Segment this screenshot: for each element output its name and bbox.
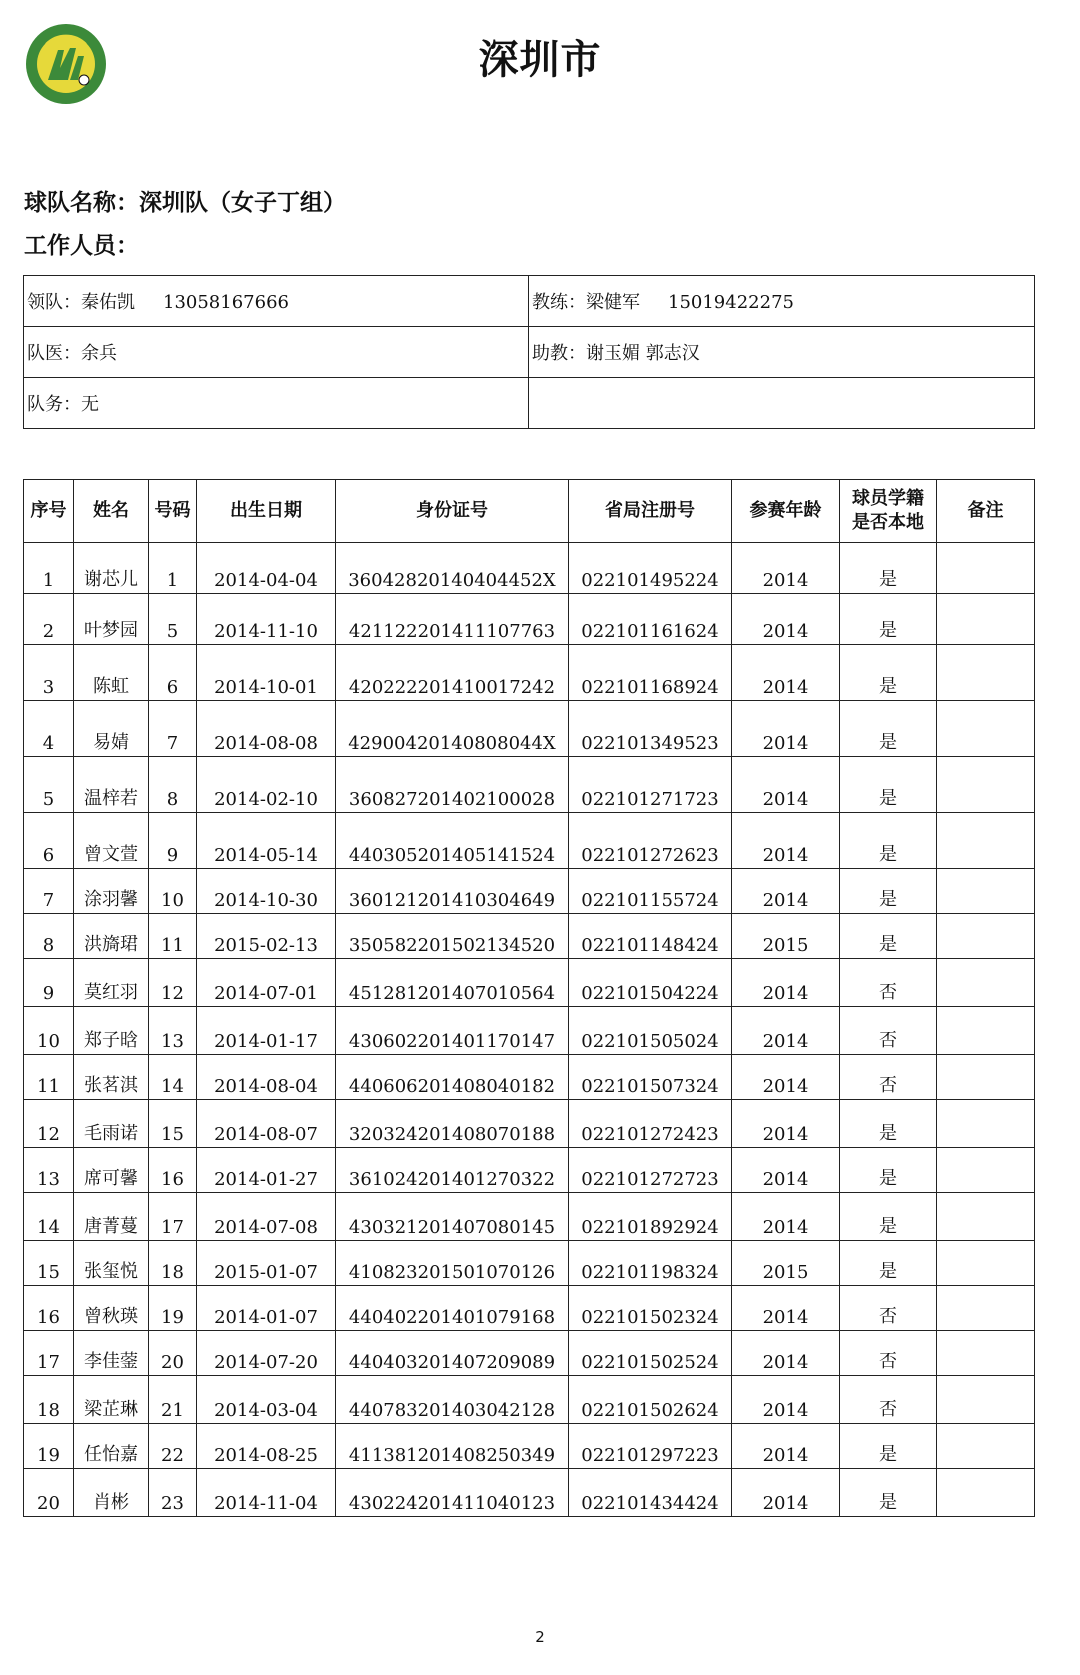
header-number: 号码 (149, 480, 197, 543)
cell-local: 否 (840, 1007, 937, 1055)
assistant-label: 助教： (532, 343, 586, 364)
cell-age: 2014 (732, 1055, 840, 1100)
cell-reg: 022101198324 (569, 1241, 732, 1286)
staff-heading: 工作人员： (24, 233, 139, 259)
cell-id: 440783201403042128 (336, 1376, 569, 1424)
cell-age: 2014 (732, 1100, 840, 1148)
cell-number: 9 (149, 813, 197, 869)
coach-name: 梁健军 (586, 292, 640, 313)
cell-local: 是 (840, 594, 937, 645)
staff-table (23, 275, 1035, 429)
table-row (24, 1100, 1035, 1148)
cell-number: 23 (149, 1469, 197, 1517)
cell-local: 是 (840, 1193, 937, 1241)
header-seq: 序号 (24, 480, 74, 543)
manager-label: 队务： (27, 394, 81, 415)
cell-id: 430224201411040123 (336, 1469, 569, 1517)
cell-birth: 2014-05-14 (197, 813, 336, 869)
cell-age: 2014 (732, 1193, 840, 1241)
cell-number: 8 (149, 757, 197, 813)
table-row (24, 1286, 1035, 1331)
table-row (24, 1424, 1035, 1469)
cell-local: 是 (840, 1469, 937, 1517)
doctor-label: 队医： (27, 343, 81, 364)
cell-age: 2014 (732, 1148, 840, 1193)
cell-note (937, 959, 1035, 1007)
cell-number: 16 (149, 1148, 197, 1193)
cell-birth: 2014-02-10 (197, 757, 336, 813)
table-row (24, 594, 1035, 645)
cell-reg: 022101168924 (569, 645, 732, 701)
cell-birth: 2014-03-04 (197, 1376, 336, 1424)
cell-birth: 2015-01-07 (197, 1241, 336, 1286)
cell-birth: 2014-01-27 (197, 1148, 336, 1193)
cell-age: 2014 (732, 543, 840, 594)
table-row (24, 1148, 1035, 1193)
cell-age: 2015 (732, 914, 840, 959)
cell-age: 2014 (732, 1331, 840, 1376)
table-row (24, 1241, 1035, 1286)
cell-seq: 14 (24, 1193, 74, 1241)
cell-seq: 8 (24, 914, 74, 959)
cell-id: 430602201401170147 (336, 1007, 569, 1055)
cell-number: 20 (149, 1331, 197, 1376)
leader-label: 领队： (27, 292, 81, 313)
cell-note (937, 1055, 1035, 1100)
header-local (840, 480, 937, 543)
cell-birth: 2014-11-04 (197, 1469, 336, 1517)
cell-note (937, 1241, 1035, 1286)
cell-reg: 022101504224 (569, 959, 732, 1007)
cell-birth: 2014-04-04 (197, 543, 336, 594)
cell-local: 是 (840, 701, 937, 757)
header-note: 备注 (937, 480, 1035, 543)
table-row (24, 1193, 1035, 1241)
cell-id: 440402201401079168 (336, 1286, 569, 1331)
cell-local: 是 (840, 914, 937, 959)
cell-seq: 3 (24, 645, 74, 701)
cell-birth: 2014-07-08 (197, 1193, 336, 1241)
cell-reg: 022101502624 (569, 1376, 732, 1424)
cell-number: 6 (149, 645, 197, 701)
cell-age: 2014 (732, 757, 840, 813)
cell-reg: 022101297223 (569, 1424, 732, 1469)
cell-age: 2014 (732, 869, 840, 914)
cell-name: 曾秋瑛 (74, 1286, 149, 1331)
cell-note (937, 1376, 1035, 1424)
cell-name: 叶梦园 (74, 594, 149, 645)
cell-birth: 2014-10-30 (197, 869, 336, 914)
table-row (24, 813, 1035, 869)
cell-number: 19 (149, 1286, 197, 1331)
cell-name: 张茗淇 (74, 1055, 149, 1100)
table-row (24, 1469, 1035, 1517)
cell-age: 2015 (732, 1241, 840, 1286)
cell-number: 21 (149, 1376, 197, 1424)
table-row (24, 543, 1035, 594)
cell-note (937, 1424, 1035, 1469)
cell-note (937, 813, 1035, 869)
cell-id: 440606201408040182 (336, 1055, 569, 1100)
cell-birth: 2014-01-17 (197, 1007, 336, 1055)
cell-local: 是 (840, 757, 937, 813)
cell-name: 温梓若 (74, 757, 149, 813)
cell-id: 350582201502134520 (336, 914, 569, 959)
cell-id: 411381201408250349 (336, 1424, 569, 1469)
table-row (24, 1055, 1035, 1100)
manager-name: 无 (81, 394, 99, 415)
cell-reg: 022101892924 (569, 1193, 732, 1241)
cell-age: 2014 (732, 1286, 840, 1331)
cell-note (937, 1331, 1035, 1376)
table-row (24, 959, 1035, 1007)
cell-reg: 022101272423 (569, 1100, 732, 1148)
cell-local: 是 (840, 1241, 937, 1286)
cell-reg: 022101502324 (569, 1286, 732, 1331)
cell-name: 洪旖珺 (74, 914, 149, 959)
cell-number: 11 (149, 914, 197, 959)
cell-reg: 022101434424 (569, 1469, 732, 1517)
cell-name: 陈虹 (74, 645, 149, 701)
table-row (24, 914, 1035, 959)
cell-id: 361024201401270322 (336, 1148, 569, 1193)
cell-age: 2014 (732, 594, 840, 645)
cell-birth: 2014-08-25 (197, 1424, 336, 1469)
cell-local: 否 (840, 1376, 937, 1424)
cell-local: 是 (840, 813, 937, 869)
cell-seq: 18 (24, 1376, 74, 1424)
cell-local: 否 (840, 959, 937, 1007)
table-row (24, 645, 1035, 701)
doctor-cell (24, 327, 529, 378)
header-birth: 出生日期 (197, 480, 336, 543)
table-row (24, 1331, 1035, 1376)
cell-seq: 16 (24, 1286, 74, 1331)
cell-number: 13 (149, 1007, 197, 1055)
table-row (24, 757, 1035, 813)
empty-cell (529, 378, 1035, 429)
cell-seq: 20 (24, 1469, 74, 1517)
cell-reg: 022101272623 (569, 813, 732, 869)
cell-local: 否 (840, 1331, 937, 1376)
cell-note (937, 701, 1035, 757)
team-name-label: 球队名称： (24, 190, 139, 216)
page-number: 2 (535, 1628, 545, 1646)
cell-name: 谢芯儿 (74, 543, 149, 594)
cell-reg: 022101161624 (569, 594, 732, 645)
cell-name: 唐菁蔓 (74, 1193, 149, 1241)
cell-seq: 13 (24, 1148, 74, 1193)
cell-seq: 11 (24, 1055, 74, 1100)
cell-id: 410823201501070126 (336, 1241, 569, 1286)
cell-local: 是 (840, 1100, 937, 1148)
cell-seq: 5 (24, 757, 74, 813)
staff-row (24, 327, 1035, 378)
cell-seq: 19 (24, 1424, 74, 1469)
cell-name: 梁芷琳 (74, 1376, 149, 1424)
cell-id: 360121201410304649 (336, 869, 569, 914)
cell-name: 郑子晗 (74, 1007, 149, 1055)
cell-birth: 2014-07-20 (197, 1331, 336, 1376)
cell-birth: 2014-08-07 (197, 1100, 336, 1148)
staff-row (24, 378, 1035, 429)
cell-id: 360827201402100028 (336, 757, 569, 813)
cell-seq: 6 (24, 813, 74, 869)
cell-name: 任怡嘉 (74, 1424, 149, 1469)
cell-age: 2014 (732, 1007, 840, 1055)
cell-id: 430321201407080145 (336, 1193, 569, 1241)
cell-reg: 022101272723 (569, 1148, 732, 1193)
cell-name: 张玺悦 (74, 1241, 149, 1286)
cell-number: 1 (149, 543, 197, 594)
header-id: 身份证号 (336, 480, 569, 543)
cell-local: 否 (840, 1286, 937, 1331)
cell-name: 涂羽馨 (74, 869, 149, 914)
cell-birth: 2014-10-01 (197, 645, 336, 701)
cell-number: 12 (149, 959, 197, 1007)
cell-reg: 022101155724 (569, 869, 732, 914)
cell-seq: 1 (24, 543, 74, 594)
cell-seq: 10 (24, 1007, 74, 1055)
cell-age: 2014 (732, 701, 840, 757)
cell-note (937, 1469, 1035, 1517)
cell-number: 18 (149, 1241, 197, 1286)
cell-note (937, 1193, 1035, 1241)
cell-birth: 2014-01-07 (197, 1286, 336, 1331)
cell-note (937, 1286, 1035, 1331)
cell-number: 15 (149, 1100, 197, 1148)
cell-id: 440403201407209089 (336, 1331, 569, 1376)
cell-age: 2014 (732, 645, 840, 701)
coach-phone: 15019422275 (668, 292, 794, 313)
cell-reg: 022101495224 (569, 543, 732, 594)
cell-id: 421122201411107763 (336, 594, 569, 645)
cell-local: 是 (840, 1148, 937, 1193)
cell-birth: 2015-02-13 (197, 914, 336, 959)
cell-local: 是 (840, 543, 937, 594)
cell-number: 7 (149, 701, 197, 757)
cell-age: 2014 (732, 1469, 840, 1517)
cell-seq: 15 (24, 1241, 74, 1286)
manager-cell (24, 378, 529, 429)
leader-name: 秦佑凯 (81, 292, 135, 313)
cell-birth: 2014-08-04 (197, 1055, 336, 1100)
cell-name: 肖彬 (74, 1469, 149, 1517)
leader-cell (24, 276, 529, 327)
roster-body (24, 543, 1035, 1517)
cell-reg: 022101507324 (569, 1055, 732, 1100)
assistant-cell (529, 327, 1035, 378)
cell-birth: 2014-07-01 (197, 959, 336, 1007)
cell-note (937, 645, 1035, 701)
table-row (24, 1007, 1035, 1055)
cell-reg: 022101148424 (569, 914, 732, 959)
roster-header-row (24, 480, 1035, 543)
staff-row (24, 276, 1035, 327)
cell-id: 42900420140808044X (336, 701, 569, 757)
cell-number: 22 (149, 1424, 197, 1469)
cell-age: 2014 (732, 959, 840, 1007)
cell-number: 5 (149, 594, 197, 645)
table-row (24, 701, 1035, 757)
header-name: 姓名 (74, 480, 149, 543)
header-reg: 省局注册号 (569, 480, 732, 543)
cell-note (937, 869, 1035, 914)
cell-name: 易婧 (74, 701, 149, 757)
cell-number: 17 (149, 1193, 197, 1241)
cell-id: 36042820140404452X (336, 543, 569, 594)
header-local-line2: 是否本地 (852, 512, 924, 533)
cell-local: 否 (840, 1055, 937, 1100)
cell-name: 李佳蓥 (74, 1331, 149, 1376)
cell-birth: 2014-11-10 (197, 594, 336, 645)
cell-seq: 7 (24, 869, 74, 914)
cell-id: 320324201408070188 (336, 1100, 569, 1148)
cell-number: 10 (149, 869, 197, 914)
cell-id: 420222201410017242 (336, 645, 569, 701)
cell-note (937, 1148, 1035, 1193)
header-age: 参赛年龄 (732, 480, 840, 543)
cell-note (937, 594, 1035, 645)
table-row (24, 1376, 1035, 1424)
assistant-names: 谢玉媚 郭志汉 (586, 343, 700, 364)
cell-local: 是 (840, 869, 937, 914)
header-local-line1: 球员学籍 (852, 488, 924, 509)
cell-name: 席可馨 (74, 1148, 149, 1193)
team-name-line (24, 184, 346, 217)
cell-note (937, 914, 1035, 959)
leader-phone: 13058167666 (163, 292, 289, 313)
cell-seq: 2 (24, 594, 74, 645)
cell-age: 2014 (732, 1424, 840, 1469)
cell-name: 毛雨诺 (74, 1100, 149, 1148)
cell-note (937, 757, 1035, 813)
cell-id: 440305201405141524 (336, 813, 569, 869)
cell-id: 451281201407010564 (336, 959, 569, 1007)
cell-name: 莫红羽 (74, 959, 149, 1007)
cell-reg: 022101271723 (569, 757, 732, 813)
cell-local: 是 (840, 1424, 937, 1469)
coach-label: 教练： (532, 292, 586, 313)
cell-note (937, 543, 1035, 594)
cell-number: 14 (149, 1055, 197, 1100)
cell-seq: 4 (24, 701, 74, 757)
cell-reg: 022101505024 (569, 1007, 732, 1055)
cell-seq: 9 (24, 959, 74, 1007)
table-row (24, 869, 1035, 914)
cell-reg: 022101502524 (569, 1331, 732, 1376)
cell-name: 曾文萱 (74, 813, 149, 869)
cell-reg: 022101349523 (569, 701, 732, 757)
page-title: 深圳市 (478, 37, 602, 83)
cell-birth: 2014-08-08 (197, 701, 336, 757)
doctor-name: 余兵 (81, 343, 117, 364)
cell-local: 是 (840, 645, 937, 701)
cell-age: 2014 (732, 813, 840, 869)
coach-cell (529, 276, 1035, 327)
roster-table (23, 479, 1035, 1517)
cell-note (937, 1007, 1035, 1055)
cell-age: 2014 (732, 1376, 840, 1424)
cell-seq: 17 (24, 1331, 74, 1376)
cell-note (937, 1100, 1035, 1148)
cell-seq: 12 (24, 1100, 74, 1148)
team-name-value: 深圳队（女子丁组） (139, 190, 346, 216)
